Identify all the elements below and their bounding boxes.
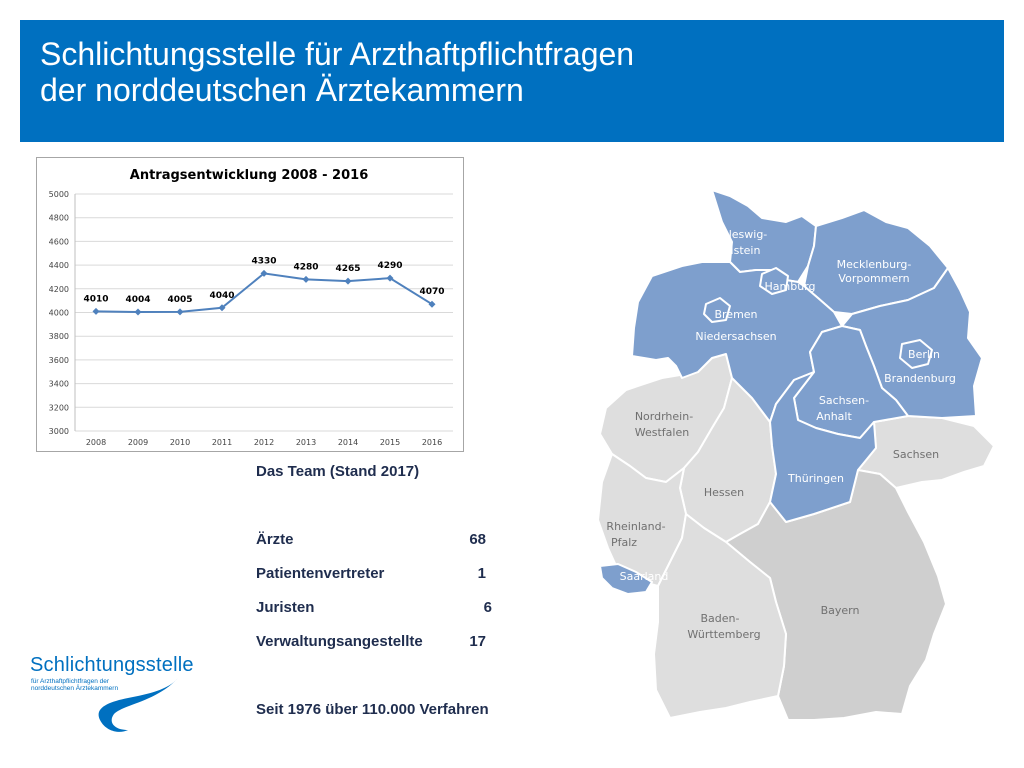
data-label: 4004 bbox=[125, 295, 151, 306]
team-row-label: Patientenvertreter bbox=[256, 565, 385, 582]
label-bayern: Bayern bbox=[820, 604, 860, 617]
data-label: 4010 bbox=[83, 294, 109, 305]
team-row-label: Juristen bbox=[256, 599, 315, 616]
y-tick-label: 4200 bbox=[48, 284, 69, 294]
team-row-label: Ärzte bbox=[256, 531, 294, 548]
logo bbox=[28, 650, 198, 736]
label-bw-1: Baden- bbox=[700, 612, 740, 625]
label-bw-2: Württemberg bbox=[687, 628, 761, 641]
x-tick-label: 2008 bbox=[85, 438, 107, 447]
series-line-path bbox=[96, 273, 432, 312]
label-thueringen: Thüringen bbox=[788, 472, 844, 485]
data-point bbox=[177, 308, 184, 315]
team-row bbox=[256, 599, 496, 619]
x-tick-label: 2013 bbox=[295, 438, 317, 447]
team-row bbox=[256, 531, 496, 551]
team-row-value: 17 bbox=[469, 633, 486, 650]
series-line bbox=[93, 270, 436, 316]
label-schleswig-holstein-1: Schleswig- bbox=[708, 228, 768, 241]
line-chart bbox=[36, 157, 464, 452]
chart-title: Antragsentwicklung 2008 - 2016 bbox=[129, 168, 369, 183]
procedures-since-1976: Seit 1976 über 110.000 Verfahren bbox=[256, 701, 489, 718]
logo-subtitle bbox=[31, 678, 118, 692]
x-tick-label: 2015 bbox=[379, 438, 401, 447]
x-tick-label: 2016 bbox=[421, 438, 443, 447]
label-berlin: Berlin bbox=[908, 348, 940, 361]
label-mecklenburg-1: Mecklenburg- bbox=[836, 258, 912, 271]
data-point bbox=[135, 309, 142, 316]
data-label: 4265 bbox=[335, 264, 361, 275]
label-sachsen-anhalt-2: Anhalt bbox=[816, 410, 852, 423]
y-tick-label: 3200 bbox=[48, 403, 69, 413]
y-tick-label: 4000 bbox=[48, 308, 69, 318]
label-sachsen: Sachsen bbox=[892, 448, 940, 461]
data-label: 4330 bbox=[251, 256, 277, 267]
label-mecklenburg-2: Vorpommern bbox=[838, 272, 910, 285]
label-schleswig-holstein-2: Holstein bbox=[715, 244, 761, 257]
x-axis bbox=[86, 438, 442, 447]
logo-subtitle-line-2: norddeutschen Ärztekammern bbox=[31, 685, 119, 692]
germany-map bbox=[590, 182, 1000, 742]
team-row-value: 68 bbox=[469, 531, 486, 548]
label-saarland: Saarland bbox=[619, 570, 669, 583]
data-point bbox=[345, 278, 352, 285]
team-row-value: 6 bbox=[483, 599, 492, 616]
label-nrw-1: Nordrhein- bbox=[634, 410, 694, 423]
label-bremen: Bremen bbox=[714, 308, 758, 321]
team-row-label: Verwaltungsangestellte bbox=[256, 633, 423, 650]
y-tick-label: 3600 bbox=[48, 355, 69, 365]
y-tick-label: 3400 bbox=[48, 379, 69, 389]
y-tick-label: 5000 bbox=[48, 190, 69, 199]
label-sachsen-anhalt-1: Sachsen- bbox=[818, 394, 870, 407]
y-tick-label: 3800 bbox=[48, 332, 69, 342]
data-label: 4070 bbox=[419, 287, 445, 298]
logo-wordmark: Schlichtungsstelle bbox=[30, 654, 194, 676]
team-info bbox=[256, 455, 556, 735]
title-banner bbox=[20, 20, 1004, 142]
data-label: 4280 bbox=[293, 262, 319, 273]
team-row bbox=[256, 565, 496, 585]
x-tick-label: 2011 bbox=[211, 438, 233, 447]
label-nrw-2: Westfalen bbox=[634, 426, 690, 439]
y-tick-label: 4400 bbox=[48, 261, 69, 271]
logo-subtitle-line-1: für Arzthaftpflichtfragen der bbox=[31, 678, 110, 685]
x-tick-label: 2014 bbox=[337, 438, 359, 447]
label-hamburg: Hamburg bbox=[764, 280, 816, 293]
label-brandenburg: Brandenburg bbox=[884, 372, 956, 385]
data-point bbox=[303, 276, 310, 283]
team-row-value: 1 bbox=[477, 565, 486, 582]
x-tick-label: 2012 bbox=[253, 438, 275, 447]
label-rlp-1: Rheinland- bbox=[606, 520, 666, 533]
data-label: 4290 bbox=[377, 261, 403, 272]
x-tick-label: 2010 bbox=[169, 438, 191, 447]
team-row bbox=[256, 633, 496, 653]
y-tick-label: 4600 bbox=[48, 237, 69, 247]
chart-canvas bbox=[37, 158, 463, 451]
team-heading: Das Team (Stand 2017) bbox=[256, 463, 420, 480]
y-tick-label: 4800 bbox=[48, 213, 69, 223]
label-hessen: Hessen bbox=[703, 486, 745, 499]
x-tick-label: 2009 bbox=[127, 438, 149, 447]
title-line-2: der norddeutschen Ärztekammern bbox=[40, 72, 524, 108]
label-niedersachsen: Niedersachsen bbox=[695, 330, 777, 343]
data-label: 4005 bbox=[167, 294, 193, 305]
title-line-1: Schlichtungsstelle für Arzthaftpflichtfragen bbox=[40, 36, 635, 72]
data-point bbox=[93, 308, 100, 315]
data-label: 4040 bbox=[209, 290, 235, 301]
y-tick-label: 3000 bbox=[48, 427, 69, 436]
label-rlp-2: Pfalz bbox=[610, 536, 638, 549]
y-axis bbox=[49, 190, 69, 436]
